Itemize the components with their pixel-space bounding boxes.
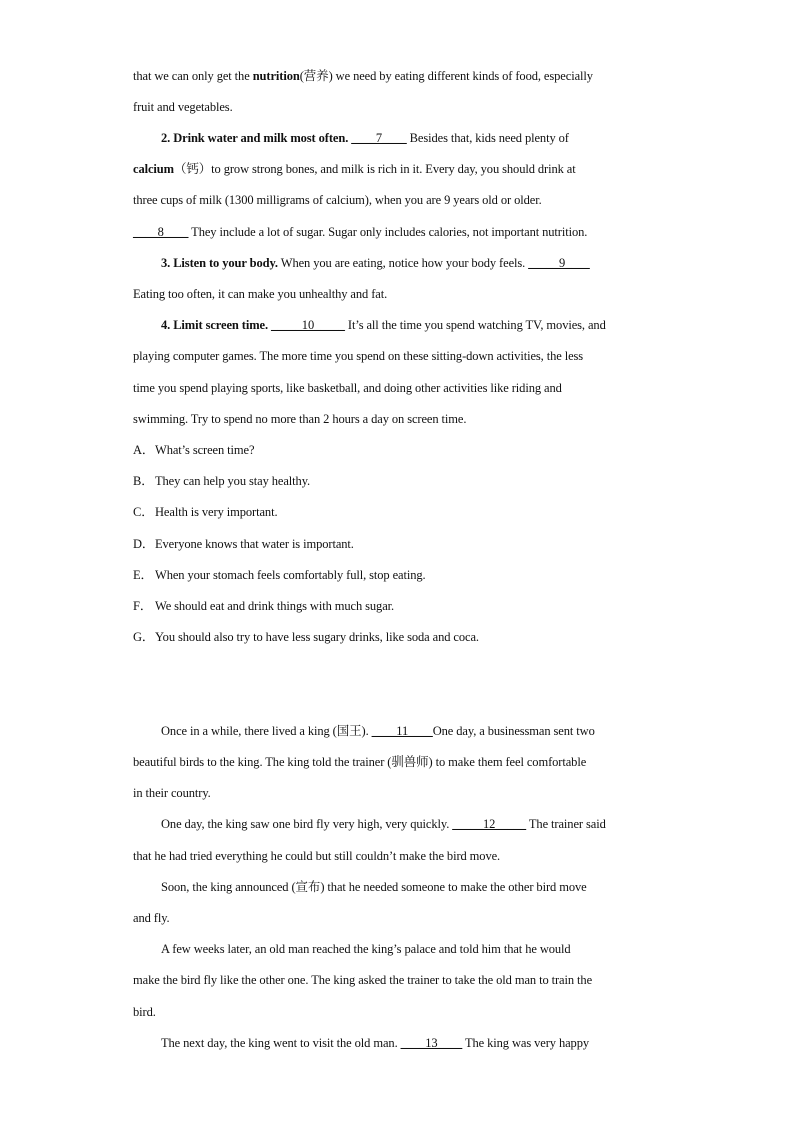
story-line: A few weeks later, an old man reached the king’s palace and told him that he would — [161, 942, 571, 956]
option-a: A．What’s screen time? — [133, 443, 255, 457]
keyword-calcium: calcium — [133, 162, 174, 176]
story-line: The next day, the king went to visit the old man. ____13____ The king was very happy — [161, 1036, 590, 1050]
blank-13[interactable]: ____13____ — [400, 1036, 463, 1050]
blank-7[interactable]: ____7____ — [351, 131, 407, 145]
text-line: that we can only get the nutrition(营养) we need by eating different kinds of food, especially — [133, 69, 593, 83]
text-line: ____8____ They include a lot of sugar. Sugar only includes calories, not important nutrition. — [133, 225, 588, 239]
keyword-nutrition: nutrition — [252, 69, 300, 83]
text-line: time you spend playing sports, like basketball, and doing other activities like riding and — [133, 381, 562, 395]
option-g: G．You should also try to have less sugary drinks, like soda and coca. — [133, 630, 479, 644]
blank-9[interactable]: _____9____ — [528, 256, 590, 270]
option-c: C．Health is very important. — [133, 505, 278, 519]
story-line: Once in a while, there lived a king (国王). ____11____One day, a businessman sent two — [161, 724, 595, 738]
heading-tip-2: 2. Drink water and milk most often. ____7____ Besides that, kids need plenty of — [161, 131, 569, 145]
option-f: F． We should eat and drink things with much sugar. — [133, 599, 395, 613]
text-line: fruit and vegetables. — [133, 100, 233, 114]
text-line: swimming. Try to spend no more than 2 hours a day on screen time. — [133, 412, 467, 426]
text-line: three cups of milk (1300 milligrams of calcium), when you are 9 years old or older. — [133, 193, 542, 207]
blank-10[interactable]: _____10_____ — [271, 318, 345, 332]
blank-11[interactable]: ____11____ — [371, 724, 433, 738]
option-d: D．Everyone knows that water is important. — [133, 537, 354, 551]
text-line: playing computer games. The more time you spend on these sitting-down activities, the less — [133, 349, 584, 363]
story-line: that he had tried everything he could but still couldn’t make the bird move. — [133, 849, 501, 863]
blank-8[interactable]: ____8____ — [133, 225, 189, 239]
story-line: make the bird fly like the other one. The king asked the trainer to take the old man to train the — [133, 973, 593, 987]
option-b: B．They can help you stay healthy. — [133, 474, 311, 488]
story-line: bird. — [133, 1005, 156, 1019]
story-line: beautiful birds to the king. The king told the trainer (驯兽师) to make them feel comfortable — [133, 755, 587, 769]
story-line: Soon, the king announced (宣布) that he needed someone to make the other bird move — [161, 880, 587, 894]
text-line: Eating too often, it can make you unhealthy and fat. — [133, 287, 388, 301]
story-line: in their country. — [133, 786, 211, 800]
option-e: E． When your stomach feels comfortably full, stop eating. — [133, 568, 426, 582]
story-line: One day, the king saw one bird fly very high, very quickly. _____12_____ The trainer said — [161, 817, 606, 831]
story-line: and fly. — [133, 911, 170, 925]
heading-tip-4: 4. Limit screen time. _____10_____ It’s all the time you spend watching TV, movies, and — [161, 318, 606, 332]
text-line: calcium（钙）to grow strong bones, and milk is rich in it. Every day, you should drink at — [133, 162, 576, 176]
heading-tip-3: 3. Listen to your body. When you are eating, notice how your body feels. _____9____ — [161, 256, 590, 270]
blank-12[interactable]: _____12_____ — [452, 817, 527, 831]
